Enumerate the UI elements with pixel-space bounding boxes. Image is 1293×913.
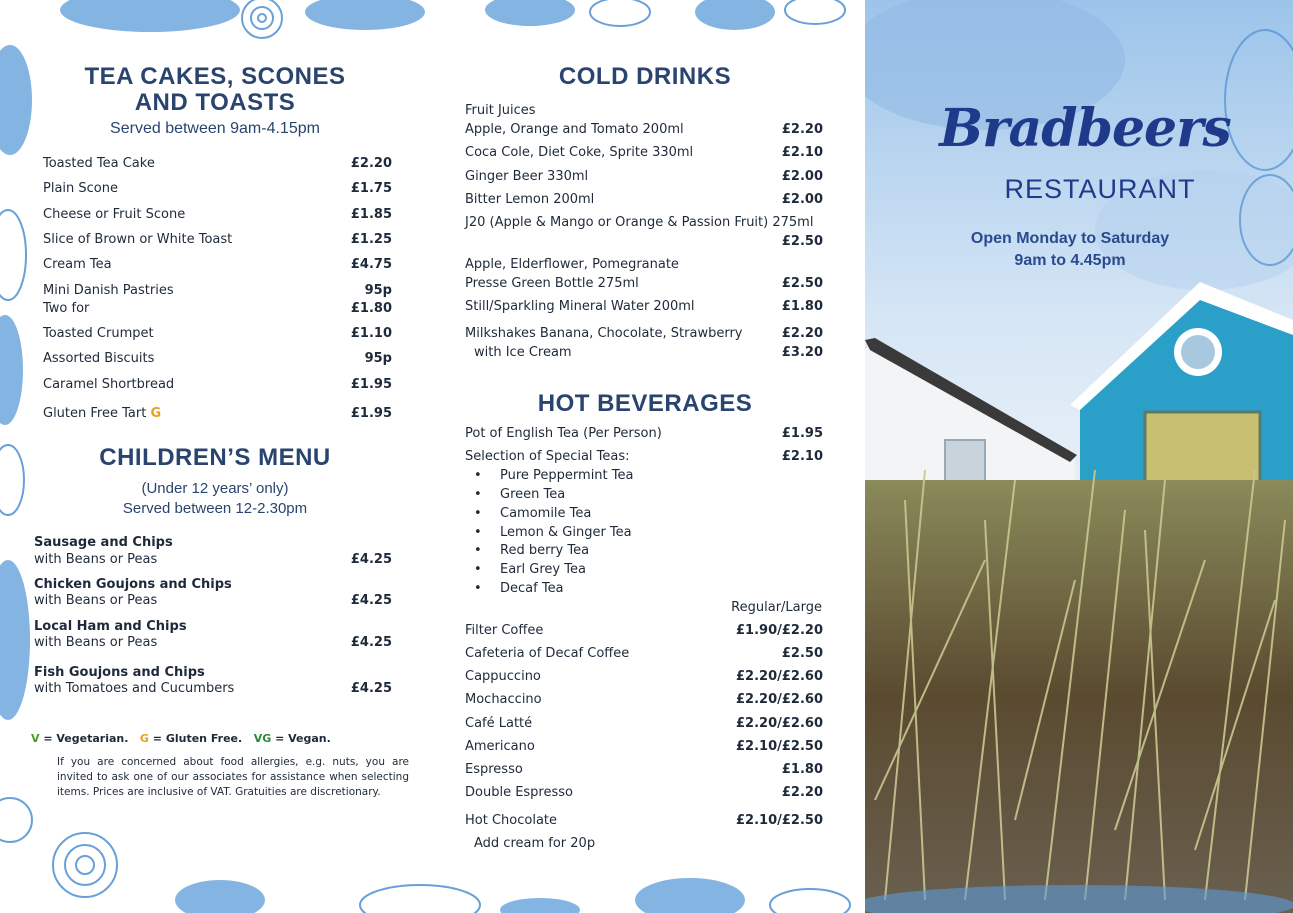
list-item: Americano: [465, 739, 535, 754]
list-item: Cheese or Fruit Scone: [43, 207, 186, 222]
item-desc: with Beans or Peas: [34, 635, 158, 650]
item-desc: with Beans or Peas: [34, 552, 158, 567]
tea-item: Earl Grey Tea: [500, 562, 586, 577]
item-price: 95p: [364, 283, 392, 298]
list-item: Ginger Beer 330ml: [465, 169, 589, 184]
tea-item: Camomile Tea: [500, 506, 592, 521]
item-price: £2.20/£2.60: [736, 669, 823, 684]
item-price: £2.20: [350, 156, 392, 171]
vegetarian-symbol: V: [31, 732, 40, 745]
gluten-free-label: = Gluten Free.: [148, 732, 243, 745]
list-item: Chicken Goujons and Chips: [34, 577, 232, 592]
gluten-free-symbol: G: [139, 732, 149, 745]
item-price: £2.20: [781, 785, 823, 800]
item-price: £2.10/£2.50: [736, 813, 823, 828]
vegetarian-label: = Vegetarian.: [39, 732, 129, 745]
list-item: Café Latté: [465, 716, 533, 731]
list-item: [43, 406, 161, 421]
tea-bullet: •: [474, 543, 482, 558]
item-price: £2.10: [781, 145, 823, 160]
list-item: Local Ham and Chips: [34, 619, 187, 634]
item-price: £2.50: [781, 234, 823, 249]
cover-panel: [865, 0, 1293, 913]
shell-decoration-bottom: [0, 825, 865, 913]
list-item: Slice of Brown or White Toast: [43, 232, 233, 247]
vegan-symbol: VG: [253, 732, 272, 745]
shell-decoration-top: [0, 0, 865, 60]
tea-bullet: •: [474, 487, 482, 502]
item-price: £2.20/£2.60: [736, 692, 823, 707]
list-item-line2: Presse Green Bottle 275ml: [465, 276, 639, 291]
item-price: £1.95: [350, 377, 392, 392]
item-price: £2.20: [781, 326, 823, 341]
list-item: Apple, Orange and Tomato 200ml: [465, 122, 684, 137]
tea-item: Decaf Tea: [500, 581, 564, 596]
item-price: £1.80: [350, 301, 392, 316]
tea-bullet: •: [474, 581, 482, 596]
item-price: £1.85: [350, 207, 392, 222]
list-item: Two for: [43, 301, 90, 316]
item-price: £1.95: [350, 406, 392, 421]
brand-logo: Bradbeers: [939, 98, 1231, 159]
item-price: £1.75: [350, 181, 392, 196]
tea-bullet: •: [474, 468, 482, 483]
item-price: £3.20: [781, 345, 823, 360]
gluten-free-badge: G: [150, 406, 162, 421]
item-price: £2.10/£2.50: [736, 739, 823, 754]
list-item: Cappuccino: [465, 669, 541, 684]
list-item: Pot of English Tea (Per Person): [465, 426, 662, 441]
item-price: £1.95: [781, 426, 823, 441]
item-name: Gluten Free Tart: [43, 406, 147, 421]
list-item: Selection of Special Teas:: [465, 449, 630, 464]
vegan-label: = Vegan.: [271, 732, 331, 745]
item-price: £2.20: [781, 122, 823, 137]
list-item: Assorted Biscuits: [43, 351, 155, 366]
list-item: Fish Goujons and Chips: [34, 665, 205, 680]
item-price: £4.25: [350, 552, 392, 567]
tea-item: Red berry Tea: [500, 543, 590, 558]
item-price: £4.25: [350, 635, 392, 650]
list-item: Bitter Lemon 200ml: [465, 192, 595, 207]
item-price: £1.90/£2.20: [736, 623, 823, 638]
tea-cakes-title-line1: TEA CAKES, SCONES: [84, 63, 346, 90]
list-item: Toasted Tea Cake: [43, 156, 155, 171]
group-label: Fruit Juices: [465, 103, 536, 118]
item-price: £2.50: [781, 646, 823, 661]
cream-addon: Add cream for 20p: [474, 836, 596, 851]
item-desc: with Beans or Peas: [34, 593, 158, 608]
size-label: Regular/Large: [731, 600, 822, 615]
tea-bullet: •: [474, 506, 482, 521]
opening-hours: 9am to 4.45pm: [1014, 252, 1126, 269]
list-item: Espresso: [465, 762, 523, 777]
tea-item: Pure Peppermint Tea: [500, 468, 634, 483]
allergy-note: If you are concerned about food allergies, e.g. nuts, you are invited to ask one of our associates for assistance when selecting items. Prices are inclusive of VAT. Gratuities are discretionary.: [57, 756, 409, 798]
list-item: Toasted Crumpet: [43, 326, 154, 341]
brand-restaurant: RESTAURANT: [1004, 174, 1196, 204]
list-item: Plain Scone: [43, 181, 118, 196]
item-price: £2.00: [781, 169, 823, 184]
cold-drinks-title: COLD DRINKS: [558, 63, 732, 90]
tea-cakes-subtitle: Served between 9am-4.15pm: [110, 120, 320, 137]
item-price: £1.10: [350, 326, 392, 341]
item-price: £4.25: [350, 593, 392, 608]
list-item: Apple, Elderflower, Pomegranate: [465, 257, 679, 272]
tea-bullet: •: [474, 525, 482, 540]
item-desc: with Tomatoes and Cucumbers: [34, 681, 235, 696]
childrens-menu-title: CHILDREN’S MENU: [99, 444, 331, 471]
tea-cakes-title: [40, 64, 390, 116]
list-item: Coca Cole, Diet Coke, Sprite 330ml: [465, 145, 694, 160]
opening-days: Open Monday to Saturday: [970, 230, 1170, 247]
list-item: Cream Tea: [43, 257, 112, 272]
item-price: 95p: [364, 351, 392, 366]
item-price: £1.80: [781, 762, 823, 777]
list-item: Milkshakes Banana, Chocolate, Strawberry: [465, 326, 743, 341]
tea-cakes-title-line2: AND TOASTS: [134, 89, 296, 116]
item-price: £4.25: [350, 681, 392, 696]
list-item: with Ice Cream: [474, 345, 572, 360]
tea-bullet: •: [474, 562, 482, 577]
list-item: Caramel Shortbread: [43, 377, 175, 392]
diet-legend: [31, 732, 331, 745]
list-item: Sausage and Chips: [34, 535, 173, 550]
list-item: Cafeteria of Decaf Coffee: [465, 646, 630, 661]
item-price: £2.10: [781, 449, 823, 464]
tea-item: Green Tea: [500, 487, 566, 502]
list-item: Filter Coffee: [465, 623, 544, 638]
childrens-menu-subtitle: (Under 12 years’ only): [141, 480, 289, 497]
item-price: £2.00: [781, 192, 823, 207]
item-price: £2.50: [781, 276, 823, 291]
list-item: Double Espresso: [465, 785, 573, 800]
item-price: £4.75: [350, 257, 392, 272]
list-item: Hot Chocolate: [465, 813, 558, 828]
item-price: £2.20/£2.60: [736, 716, 823, 731]
list-item: Mini Danish Pastries: [43, 283, 174, 298]
childrens-menu-hours: Served between 12-2.30pm: [122, 500, 308, 517]
item-price: £1.80: [781, 299, 823, 314]
tea-item: Lemon & Ginger Tea: [500, 525, 632, 540]
list-item: J20 (Apple & Mango or Orange & Passion Fruit) 275ml: [465, 215, 814, 230]
list-item: Mochaccino: [465, 692, 542, 707]
list-item: Still/Sparkling Mineral Water 200ml: [465, 299, 695, 314]
item-price: £1.25: [350, 232, 392, 247]
hot-beverages-title: HOT BEVERAGES: [537, 390, 753, 417]
